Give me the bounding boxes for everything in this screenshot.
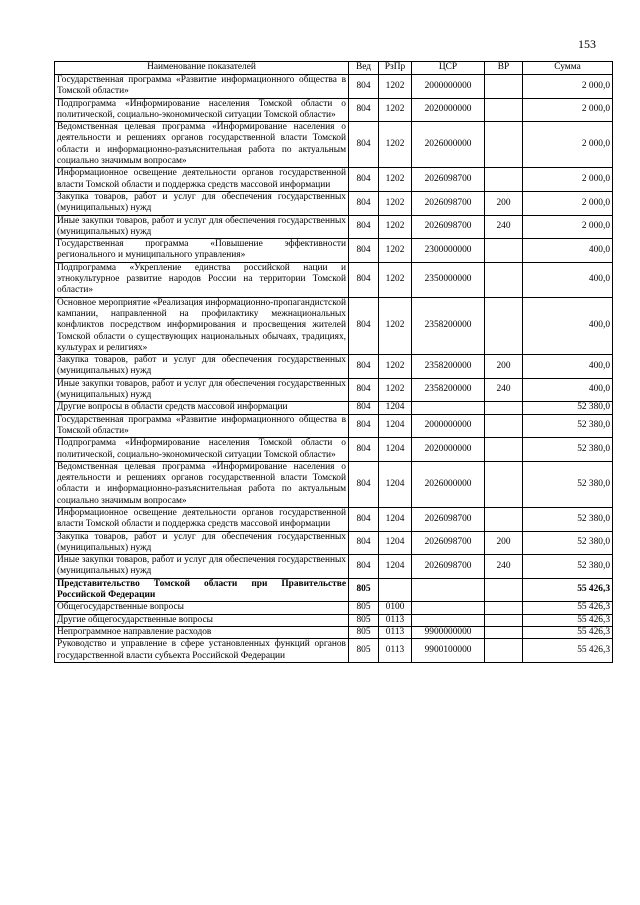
row-sum: 55 426,3 — [523, 626, 613, 638]
row-vr — [485, 262, 523, 297]
row-name: Информационное освещение деятельности органов государственной власти Томской области и поддержка средств массовой информации — [55, 507, 349, 531]
row-csr: 2000000000 — [412, 414, 485, 438]
row-vr: 200 — [485, 191, 523, 215]
row-ved: 804 — [349, 507, 379, 531]
row-vr — [485, 239, 523, 263]
table-header-row — [55, 62, 613, 75]
row-name: Иные закупки товаров, работ и услуг для обеспечения государственных (муниципальных) нужд — [55, 215, 349, 239]
row-vr — [485, 614, 523, 626]
row-vr: 200 — [485, 355, 523, 379]
row-name: Другие вопросы в области средств массовой информации — [55, 402, 349, 414]
row-rzpr: 1202 — [379, 262, 412, 297]
table-row — [55, 555, 613, 579]
row-name: Закупка товаров, работ и услуг для обеспечения государственных (муниципальных) нужд — [55, 355, 349, 379]
row-csr — [412, 402, 485, 414]
row-name: Информационное освещение деятельности органов государственной власти Томской области и поддержка средств массовой информации — [55, 168, 349, 192]
row-vr — [485, 438, 523, 462]
row-ved: 804 — [349, 98, 379, 122]
row-vr — [485, 461, 523, 507]
row-name: Подпрограмма «Информирование населения Томской области о политической, социально-экономической ситуации Томской области» — [55, 98, 349, 122]
table-row — [55, 461, 613, 507]
row-csr: 2026098700 — [412, 555, 485, 579]
row-ved: 804 — [349, 262, 379, 297]
row-name: Непрограммное направление расходов — [55, 626, 349, 638]
row-rzpr: 0113 — [379, 614, 412, 626]
row-sum: 400,0 — [523, 239, 613, 263]
row-csr: 2358200000 — [412, 378, 485, 402]
row-rzpr: 1202 — [379, 75, 412, 99]
row-sum: 400,0 — [523, 355, 613, 379]
row-sum: 400,0 — [523, 262, 613, 297]
row-rzpr: 1204 — [379, 402, 412, 414]
table-row — [55, 578, 613, 602]
row-vr — [485, 402, 523, 414]
row-vr — [485, 297, 523, 354]
row-name: Государственная программа «Повышение эффективности регионального и муниципального управления» — [55, 239, 349, 263]
row-sum: 52 380,0 — [523, 531, 613, 555]
row-rzpr: 1204 — [379, 414, 412, 438]
row-ved: 805 — [349, 578, 379, 602]
row-rzpr: 1204 — [379, 555, 412, 579]
row-rzpr: 1202 — [379, 215, 412, 239]
row-sum: 52 380,0 — [523, 414, 613, 438]
row-sum: 52 380,0 — [523, 438, 613, 462]
header-ved: Вед — [349, 62, 379, 75]
row-name: Представительство Томской области при Правительстве Российской Федерации — [55, 578, 349, 602]
table-row — [55, 122, 613, 168]
row-rzpr: 1204 — [379, 461, 412, 507]
row-csr: 2026000000 — [412, 122, 485, 168]
row-sum: 52 380,0 — [523, 461, 613, 507]
row-vr: 240 — [485, 555, 523, 579]
row-sum: 2 000,0 — [523, 168, 613, 192]
table-row — [55, 378, 613, 402]
row-ved: 804 — [349, 414, 379, 438]
table-row — [55, 262, 613, 297]
row-name: Иные закупки товаров, работ и услуг для обеспечения государственных (муниципальных) нужд — [55, 378, 349, 402]
row-name: Другие общегосударственные вопросы — [55, 614, 349, 626]
row-csr: 2358200000 — [412, 355, 485, 379]
table-row — [55, 75, 613, 99]
row-ved: 804 — [349, 555, 379, 579]
row-name: Иные закупки товаров, работ и услуг для обеспечения государственных (муниципальных) нужд — [55, 555, 349, 579]
row-ved: 805 — [349, 626, 379, 638]
row-csr: 2026098700 — [412, 215, 485, 239]
row-vr: 200 — [485, 531, 523, 555]
row-ved: 804 — [349, 239, 379, 263]
row-sum: 400,0 — [523, 297, 613, 354]
row-csr: 2026098700 — [412, 168, 485, 192]
page-number: 153 — [578, 37, 596, 51]
row-name: Подпрограмма «Информирование населения Томской области о политической, социально-экономической ситуации Томской области» — [55, 438, 349, 462]
row-ved: 804 — [349, 215, 379, 239]
row-vr — [485, 507, 523, 531]
row-vr — [485, 168, 523, 192]
table-row — [55, 355, 613, 379]
row-name: Государственная программа «Развитие информационного общества в Томской области» — [55, 75, 349, 99]
row-rzpr: 1202 — [379, 355, 412, 379]
row-name: Ведомственная целевая программа «Информирование населения о деятельности и решениях органов государственной власти Томской области и информационно-разъяснительная работа по актуальным социально значимым вопросам» — [55, 461, 349, 507]
row-vr — [485, 639, 523, 663]
table-row — [55, 98, 613, 122]
row-vr — [485, 602, 523, 614]
row-sum: 55 426,3 — [523, 578, 613, 602]
row-csr: 9900000000 — [412, 626, 485, 638]
row-ved: 804 — [349, 355, 379, 379]
row-vr — [485, 75, 523, 99]
row-rzpr: 1202 — [379, 239, 412, 263]
row-name: Руководство и управление в сфере установленных функций органов государственной власти субъекта Российской Федерации — [55, 639, 349, 663]
header-sum: Сумма — [523, 62, 613, 75]
row-csr: 2000000000 — [412, 75, 485, 99]
table-row — [55, 639, 613, 663]
row-vr — [485, 98, 523, 122]
row-ved: 804 — [349, 297, 379, 354]
table-row — [55, 168, 613, 192]
row-ved: 804 — [349, 191, 379, 215]
row-name: Общегосударственные вопросы — [55, 602, 349, 614]
table-row — [55, 215, 613, 239]
table-body — [55, 75, 613, 663]
row-csr: 2350000000 — [412, 262, 485, 297]
row-csr: 2026098700 — [412, 507, 485, 531]
table-row — [55, 531, 613, 555]
row-rzpr: 1204 — [379, 438, 412, 462]
row-sum: 55 426,3 — [523, 639, 613, 663]
row-csr: 2020000000 — [412, 98, 485, 122]
row-vr: 240 — [485, 215, 523, 239]
table-row — [55, 191, 613, 215]
row-sum: 400,0 — [523, 378, 613, 402]
header-vr: ВР — [485, 62, 523, 75]
row-name: Подпрограмма «Укрепление единства российской нации и этнокультурное развитие народов России на территории Томской области» — [55, 262, 349, 297]
row-rzpr — [379, 578, 412, 602]
table-row — [55, 297, 613, 354]
header-csr: ЦСР — [412, 62, 485, 75]
table-row — [55, 614, 613, 626]
row-csr: 9900100000 — [412, 639, 485, 663]
table-row — [55, 438, 613, 462]
row-sum: 55 426,3 — [523, 614, 613, 626]
row-vr — [485, 414, 523, 438]
row-ved: 804 — [349, 461, 379, 507]
row-csr: 2026098700 — [412, 191, 485, 215]
row-ved: 804 — [349, 168, 379, 192]
row-csr: 2358200000 — [412, 297, 485, 354]
row-csr: 2020000000 — [412, 438, 485, 462]
row-sum: 2 000,0 — [523, 75, 613, 99]
budget-table — [54, 61, 613, 663]
row-ved: 805 — [349, 602, 379, 614]
row-rzpr: 0113 — [379, 639, 412, 663]
row-vr — [485, 626, 523, 638]
row-vr: 240 — [485, 378, 523, 402]
row-csr: 2300000000 — [412, 239, 485, 263]
row-name: Ведомственная целевая программа «Информирование населения о деятельности и решениях органов государственной власти Томской области и информационно-разъяснительная работа по актуальным социально значимым вопросам» — [55, 122, 349, 168]
row-rzpr: 1202 — [379, 168, 412, 192]
row-csr: 2026098700 — [412, 531, 485, 555]
row-rzpr: 0113 — [379, 626, 412, 638]
row-csr — [412, 602, 485, 614]
table-row — [55, 507, 613, 531]
row-csr: 2026000000 — [412, 461, 485, 507]
row-ved: 804 — [349, 122, 379, 168]
row-ved: 804 — [349, 438, 379, 462]
row-sum: 52 380,0 — [523, 402, 613, 414]
row-ved: 804 — [349, 378, 379, 402]
row-ved: 805 — [349, 614, 379, 626]
row-rzpr: 1202 — [379, 122, 412, 168]
row-rzpr: 1202 — [379, 297, 412, 354]
row-sum: 2 000,0 — [523, 98, 613, 122]
row-rzpr: 1204 — [379, 531, 412, 555]
row-name: Основное мероприятие «Реализация информационно-пропагандистской кампании, направленной на профилактику межнациональных конфликтов посредством информирования и просвещения жителей Томской области о существующих национальных обычаях, традициях, культурах и религиях» — [55, 297, 349, 354]
row-rzpr: 1204 — [379, 507, 412, 531]
table-row — [55, 626, 613, 638]
row-csr — [412, 578, 485, 602]
table-row — [55, 414, 613, 438]
row-rzpr: 0100 — [379, 602, 412, 614]
row-ved: 804 — [349, 402, 379, 414]
row-name: Государственная программа «Развитие информационного общества в Томской области» — [55, 414, 349, 438]
table-row — [55, 402, 613, 414]
row-rzpr: 1202 — [379, 98, 412, 122]
header-rzpr: РзПр — [379, 62, 412, 75]
row-sum: 55 426,3 — [523, 602, 613, 614]
row-name: Закупка товаров, работ и услуг для обеспечения государственных (муниципальных) нужд — [55, 191, 349, 215]
table-row — [55, 602, 613, 614]
row-sum: 52 380,0 — [523, 555, 613, 579]
row-sum: 2 000,0 — [523, 191, 613, 215]
row-csr — [412, 614, 485, 626]
row-rzpr: 1202 — [379, 191, 412, 215]
row-sum: 2 000,0 — [523, 215, 613, 239]
row-rzpr: 1202 — [379, 378, 412, 402]
row-sum: 52 380,0 — [523, 507, 613, 531]
row-ved: 804 — [349, 75, 379, 99]
row-ved: 804 — [349, 531, 379, 555]
row-vr — [485, 578, 523, 602]
table-row — [55, 239, 613, 263]
row-sum: 2 000,0 — [523, 122, 613, 168]
row-ved: 805 — [349, 639, 379, 663]
row-vr — [485, 122, 523, 168]
row-name: Закупка товаров, работ и услуг для обеспечения государственных (муниципальных) нужд — [55, 531, 349, 555]
header-name: Наименование показателей — [55, 62, 349, 75]
